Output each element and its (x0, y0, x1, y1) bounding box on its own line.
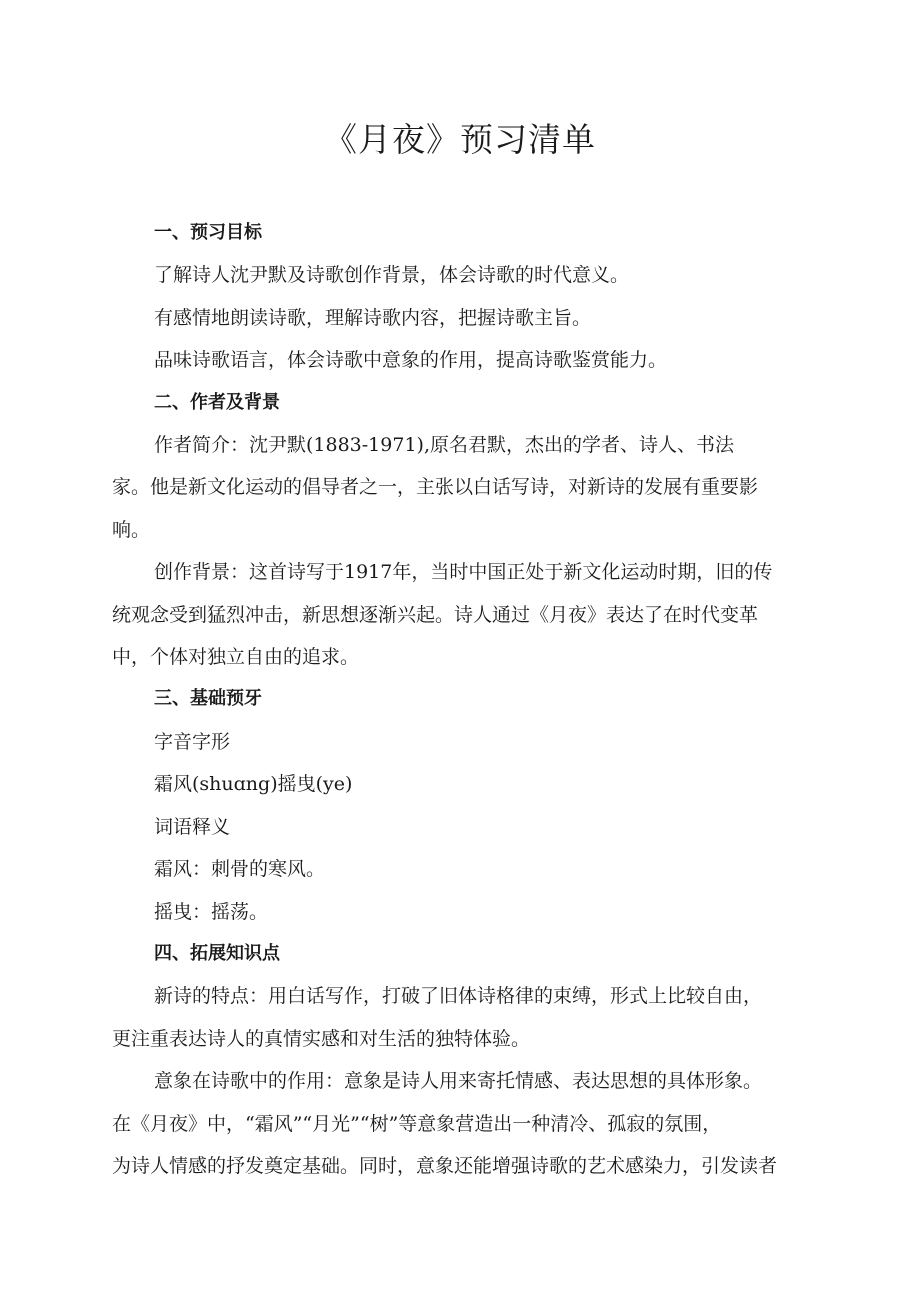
section-heading-extension: 四、拓展知识点 (154, 942, 280, 964)
document-body (112, 212, 812, 1187)
section-heading-goals: 一、预习目标 (154, 222, 262, 243)
extension-paragraph-line: 更注重表达诗人的真情实感和对生活的独特体验。 (112, 1027, 531, 1050)
goal-item: 了解诗人沈尹默及诗歌创作背景，体会诗歌的时代意义。 (154, 264, 630, 287)
background-line: 创作背景：这首诗写于1917年，当时中国正处于新文化运动时期，旧的传 (154, 561, 773, 584)
document-title: 《月夜》预习清单 (324, 120, 596, 159)
background-line: 中，个体对独立自由的追求。 (112, 646, 360, 669)
basics-item: 字音字形 (154, 730, 231, 753)
basics-item: 霜风：刺骨的寒风。 (154, 858, 326, 881)
extension-paragraph-line: 意象在诗歌中的作用：意象是诗人用来寄托情感、表达思想的具体形象。 (154, 1070, 763, 1093)
extension-paragraph-line: 为诗人情感的抒发奠定基础。同时，意象还能增强诗歌的艺术感染力，引发读者 (112, 1154, 778, 1177)
section-heading-basics: 三、基础预牙 (154, 688, 262, 710)
author-intro-line: 家。他是新文化运动的倡导者之一，主张以白话写诗，对新诗的发展有重要影 (112, 476, 759, 499)
author-intro-line: 响。 (112, 518, 151, 541)
author-intro-line: 作者简介：沈尹默(1883-1971),原名君默，杰出的学者、诗人、书法 (154, 434, 734, 457)
goal-item: 有感情地朗读诗歌，理解诗歌内容，把握诗歌主旨。 (154, 306, 592, 329)
basics-item: 词语释义 (154, 815, 231, 838)
extension-paragraph-line: 在《月夜》中，“霜风”“月光”“树”等意象营造出一种清冷、孤寂的氛围， (112, 1112, 722, 1135)
section-heading-author: 二、作者及背景 (154, 391, 280, 413)
extension-paragraph-line: 新诗的特点：用白话写作，打破了旧体诗格律的束缚，形式上比较自由， (154, 985, 763, 1008)
basics-item: 摇曳：摇荡。 (154, 900, 269, 923)
basics-item: 霜风(shuɑng)摇曳(ye) (154, 773, 353, 796)
goal-item: 品味诗歌语言，体会诗歌中意象的作用，提高诗歌鉴赏能力。 (154, 349, 668, 372)
background-line: 统观念受到猛烈冲击，新思想逐渐兴起。诗人通过《月夜》表达了在时代变革 (112, 603, 759, 626)
